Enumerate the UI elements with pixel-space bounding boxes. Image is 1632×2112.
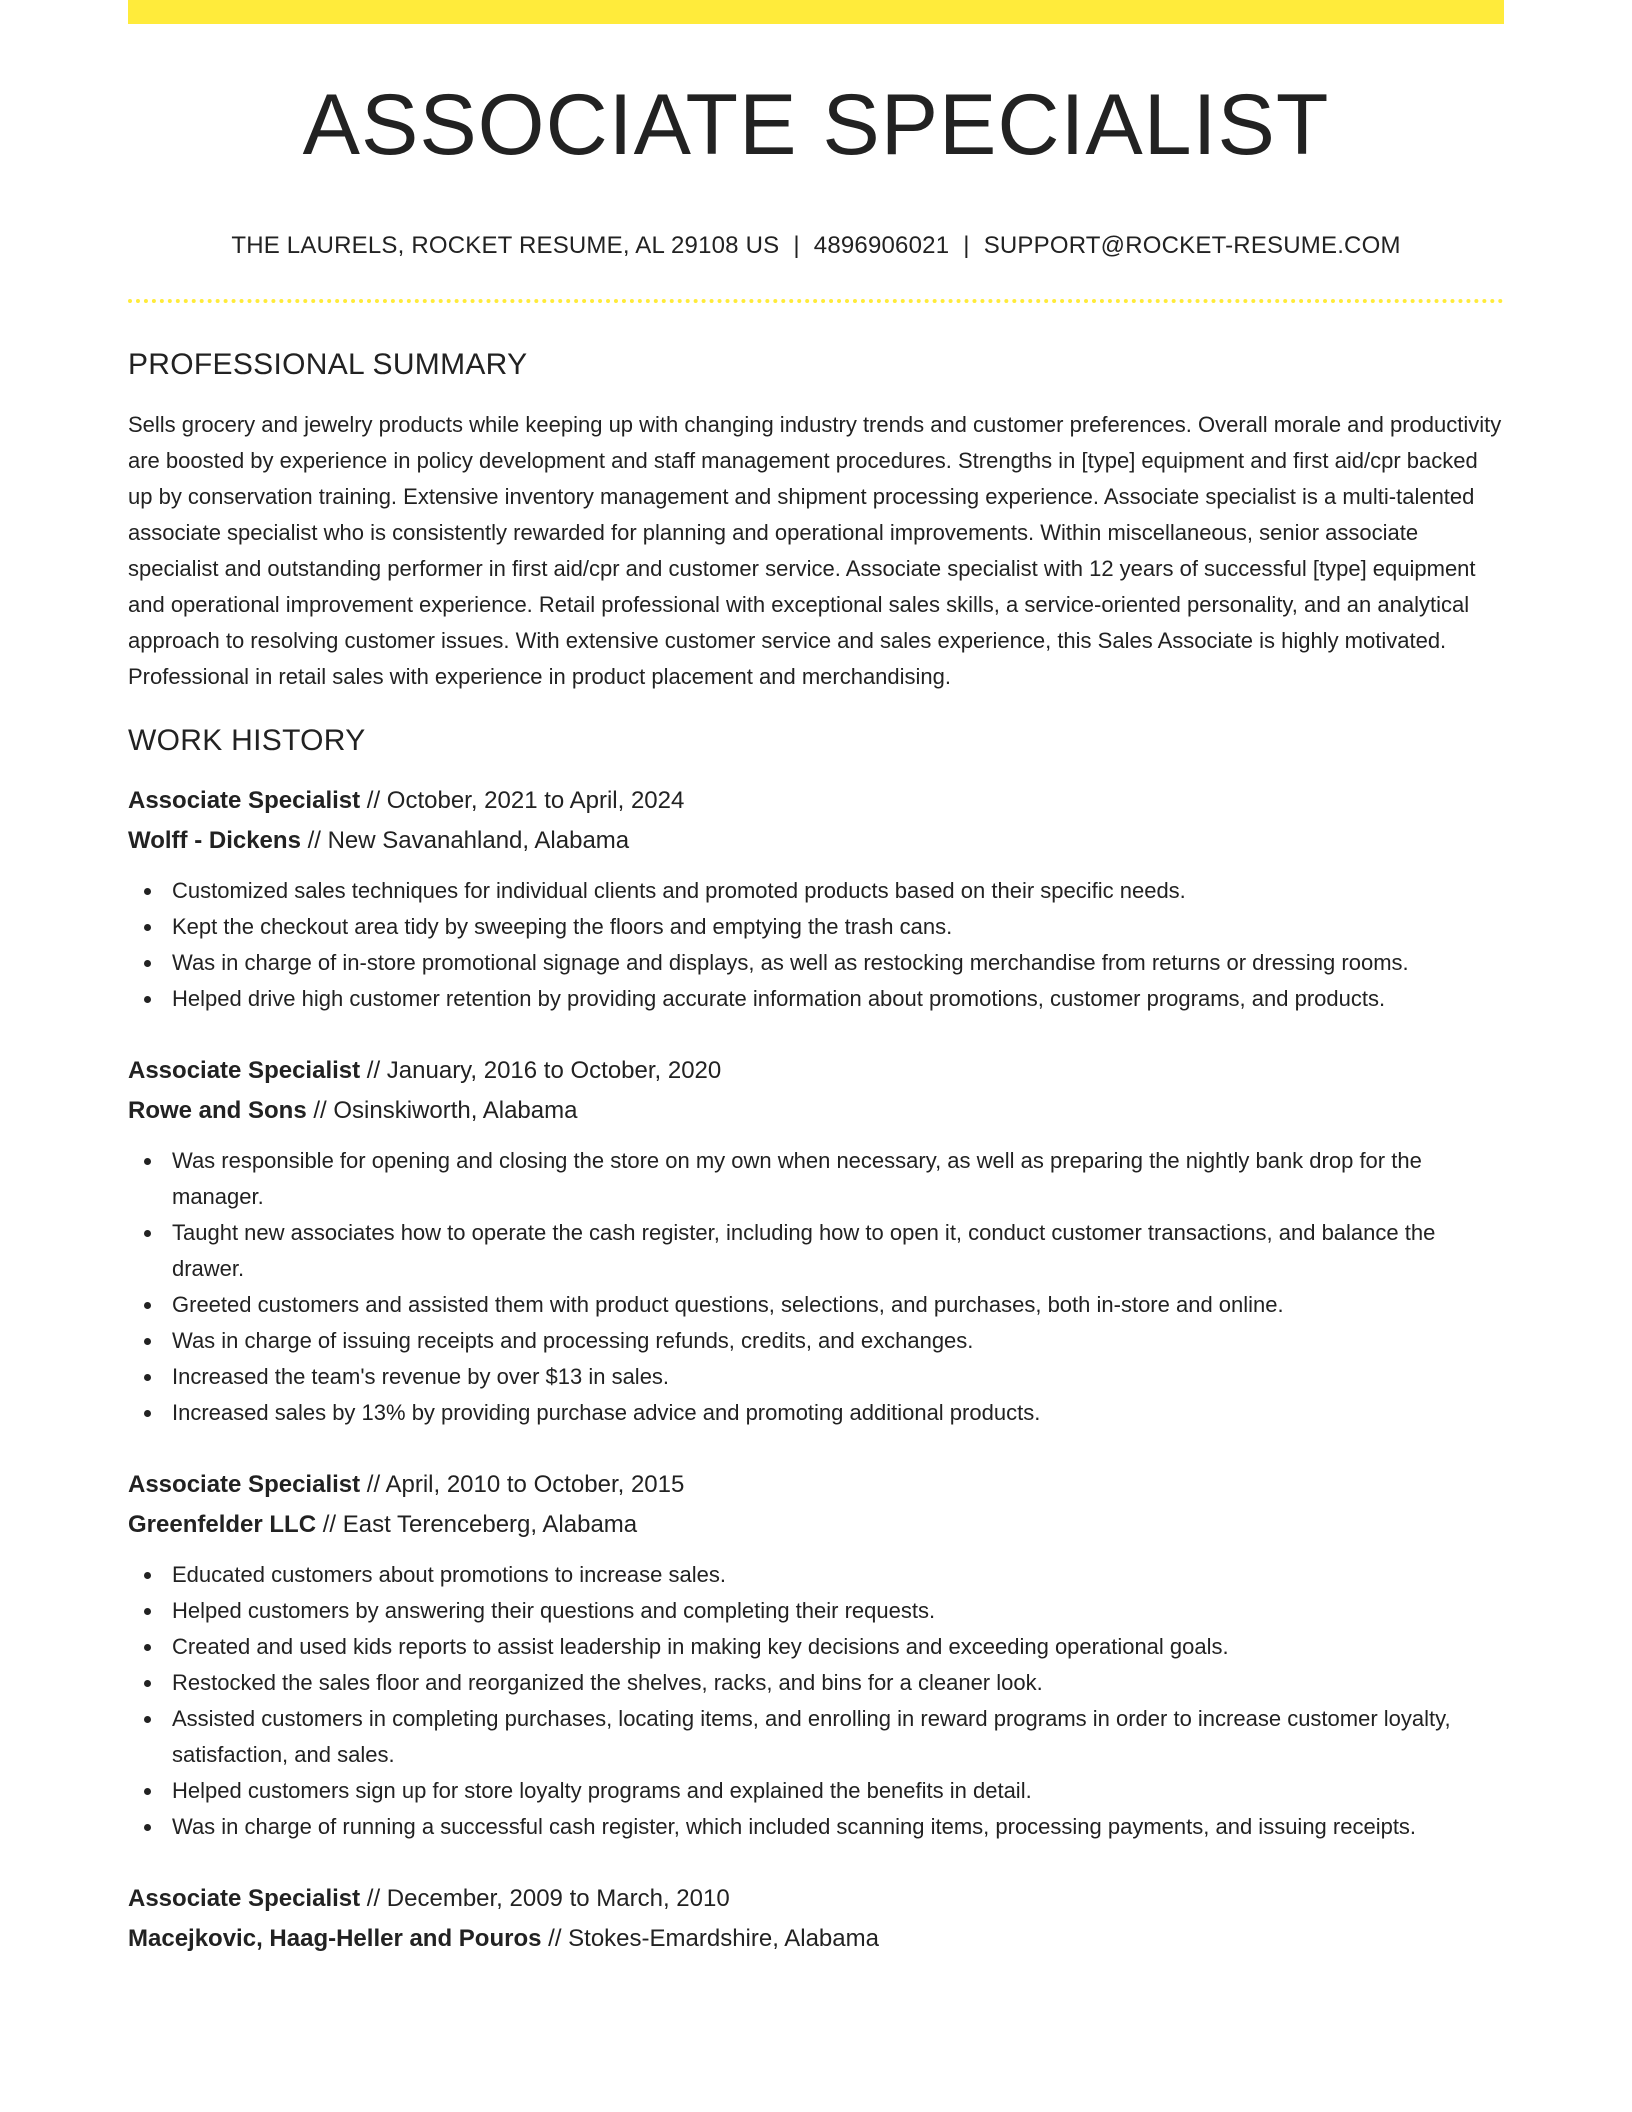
resume-page <box>128 0 1504 1959</box>
job-role: Associate Specialist <box>128 1056 361 1084</box>
job-bullets <box>128 1143 1504 1431</box>
job-bullet: Increased sales by 13% by providing purchase advice and promoting additional products. <box>128 1395 1504 1431</box>
job-entry <box>128 1879 1504 1959</box>
job-entry <box>128 781 1504 1017</box>
work-history-heading: WORK HISTORY <box>128 723 366 757</box>
job-role: Associate Specialist <box>128 1470 361 1498</box>
job-bullets <box>128 1557 1504 1845</box>
job-bullet: Increased the team's revenue by over $13 in sales. <box>128 1359 1504 1395</box>
job-title-line <box>128 781 1504 821</box>
contact-line <box>128 232 1504 261</box>
contact-phone: 4896906021 <box>813 232 950 259</box>
job-location: // Stokes-Emardshire, Alabama <box>541 1924 879 1952</box>
contact-separator: | <box>963 232 970 259</box>
job-company-line <box>128 1505 1504 1545</box>
job-location: // New Savanahland, Alabama <box>300 826 630 854</box>
job-company-line <box>128 1091 1504 1131</box>
job-bullet: Helped customers by answering their questions and completing their requests. <box>128 1593 1504 1629</box>
job-bullet: Taught new associates how to operate the cash register, including how to open it, conduct customer transactions, and balance the drawer. <box>128 1215 1504 1287</box>
job-bullet: Helped drive high customer retention by providing accurate information about promotions, customer programs, and products. <box>128 981 1504 1017</box>
job-role: Associate Specialist <box>128 1884 361 1912</box>
job-company: Wolff - Dickens <box>128 826 301 854</box>
job-bullet: Customized sales techniques for individual clients and promoted products based on their specific needs. <box>128 873 1504 909</box>
contact-separator: | <box>793 232 800 259</box>
job-dates: // October, 2021 to April, 2024 <box>360 786 685 814</box>
job-dates: // April, 2010 to October, 2015 <box>360 1470 685 1498</box>
job-bullet: Assisted customers in completing purchases, locating items, and enrolling in reward programs in order to increase customer loyalty, satisfaction, and sales. <box>128 1701 1504 1773</box>
job-bullet: Educated customers about promotions to increase sales. <box>128 1557 1504 1593</box>
resume-name: ASSOCIATE SPECIALIST <box>302 77 1330 173</box>
job-company: Macejkovic, Haag-Heller and Pouros <box>128 1924 542 1952</box>
job-company-line <box>128 821 1504 861</box>
job-dates: // December, 2009 to March, 2010 <box>360 1884 730 1912</box>
summary-heading: PROFESSIONAL SUMMARY <box>128 347 528 381</box>
job-bullet: Greeted customers and assisted them with product questions, selections, and purchases, both in-store and online. <box>128 1287 1504 1323</box>
contact-address: THE LAURELS, ROCKET RESUME, AL 29108 US <box>231 232 780 259</box>
job-bullets <box>128 873 1504 1017</box>
job-bullet: Was in charge of running a successful cash register, which included scanning items, processing payments, and issuing receipts. <box>128 1809 1504 1845</box>
job-bullet: Was in charge of in-store promotional signage and displays, as well as restocking merchandise from returns or dressing rooms. <box>128 945 1504 981</box>
job-bullet: Kept the checkout area tidy by sweeping the floors and emptying the trash cans. <box>128 909 1504 945</box>
contact-email: SUPPORT@ROCKET-RESUME.COM <box>983 232 1401 259</box>
job-bullet: Created and used kids reports to assist leadership in making key decisions and exceeding operational goals. <box>128 1629 1504 1665</box>
top-accent-bar <box>128 0 1504 24</box>
job-company-line <box>128 1919 1504 1959</box>
job-bullet: Was in charge of issuing receipts and processing refunds, credits, and exchanges. <box>128 1323 1504 1359</box>
job-bullet: Helped customers sign up for store loyalty programs and explained the benefits in detail. <box>128 1773 1504 1809</box>
job-company: Rowe and Sons <box>128 1096 307 1124</box>
job-title-line <box>128 1465 1504 1505</box>
job-title-line <box>128 1879 1504 1919</box>
job-dates: // January, 2016 to October, 2020 <box>360 1056 722 1084</box>
job-company: Greenfelder LLC <box>128 1510 317 1538</box>
job-role: Associate Specialist <box>128 786 361 814</box>
job-location: // East Terenceberg, Alabama <box>316 1510 638 1538</box>
header-divider <box>128 299 1504 303</box>
work-history-list <box>128 781 1504 1959</box>
job-title-line <box>128 1051 1504 1091</box>
job-bullet: Was responsible for opening and closing the store on my own when necessary, as well as preparing the nightly bank drop for the manager. <box>128 1143 1504 1215</box>
job-entry <box>128 1051 1504 1431</box>
job-location: // Osinskiworth, Alabama <box>306 1096 578 1124</box>
job-entry <box>128 1465 1504 1845</box>
summary-text: Sells grocery and jewelry products while keeping up with changing industry trends and customer preferences. Overall morale and productivity are boosted by experience in policy development and staff management procedures. Strengths in [type] equipment and first aid/cpr backed up by conservation training. Extensive inventory management and shipment processing experience. Associate specialist is a multi-talented associate specialist who is consistently rewarded for planning and operational improvements. Within miscellaneous, senior associate specialist and outstanding performer in first aid/cpr and customer service. Associate specialist with 12 years of successful [type] equipment and operational improvement experience. Retail professional with exceptional sales skills, a service-oriented personality, and an analytical approach to resolving customer issues. With extensive customer service and sales experience, this Sales Associate is highly motivated. Professional in retail sales with experience in product placement and merchandising. <box>128 411 1502 689</box>
job-bullet: Restocked the sales floor and reorganized the shelves, racks, and bins for a cleaner look. <box>128 1665 1504 1701</box>
